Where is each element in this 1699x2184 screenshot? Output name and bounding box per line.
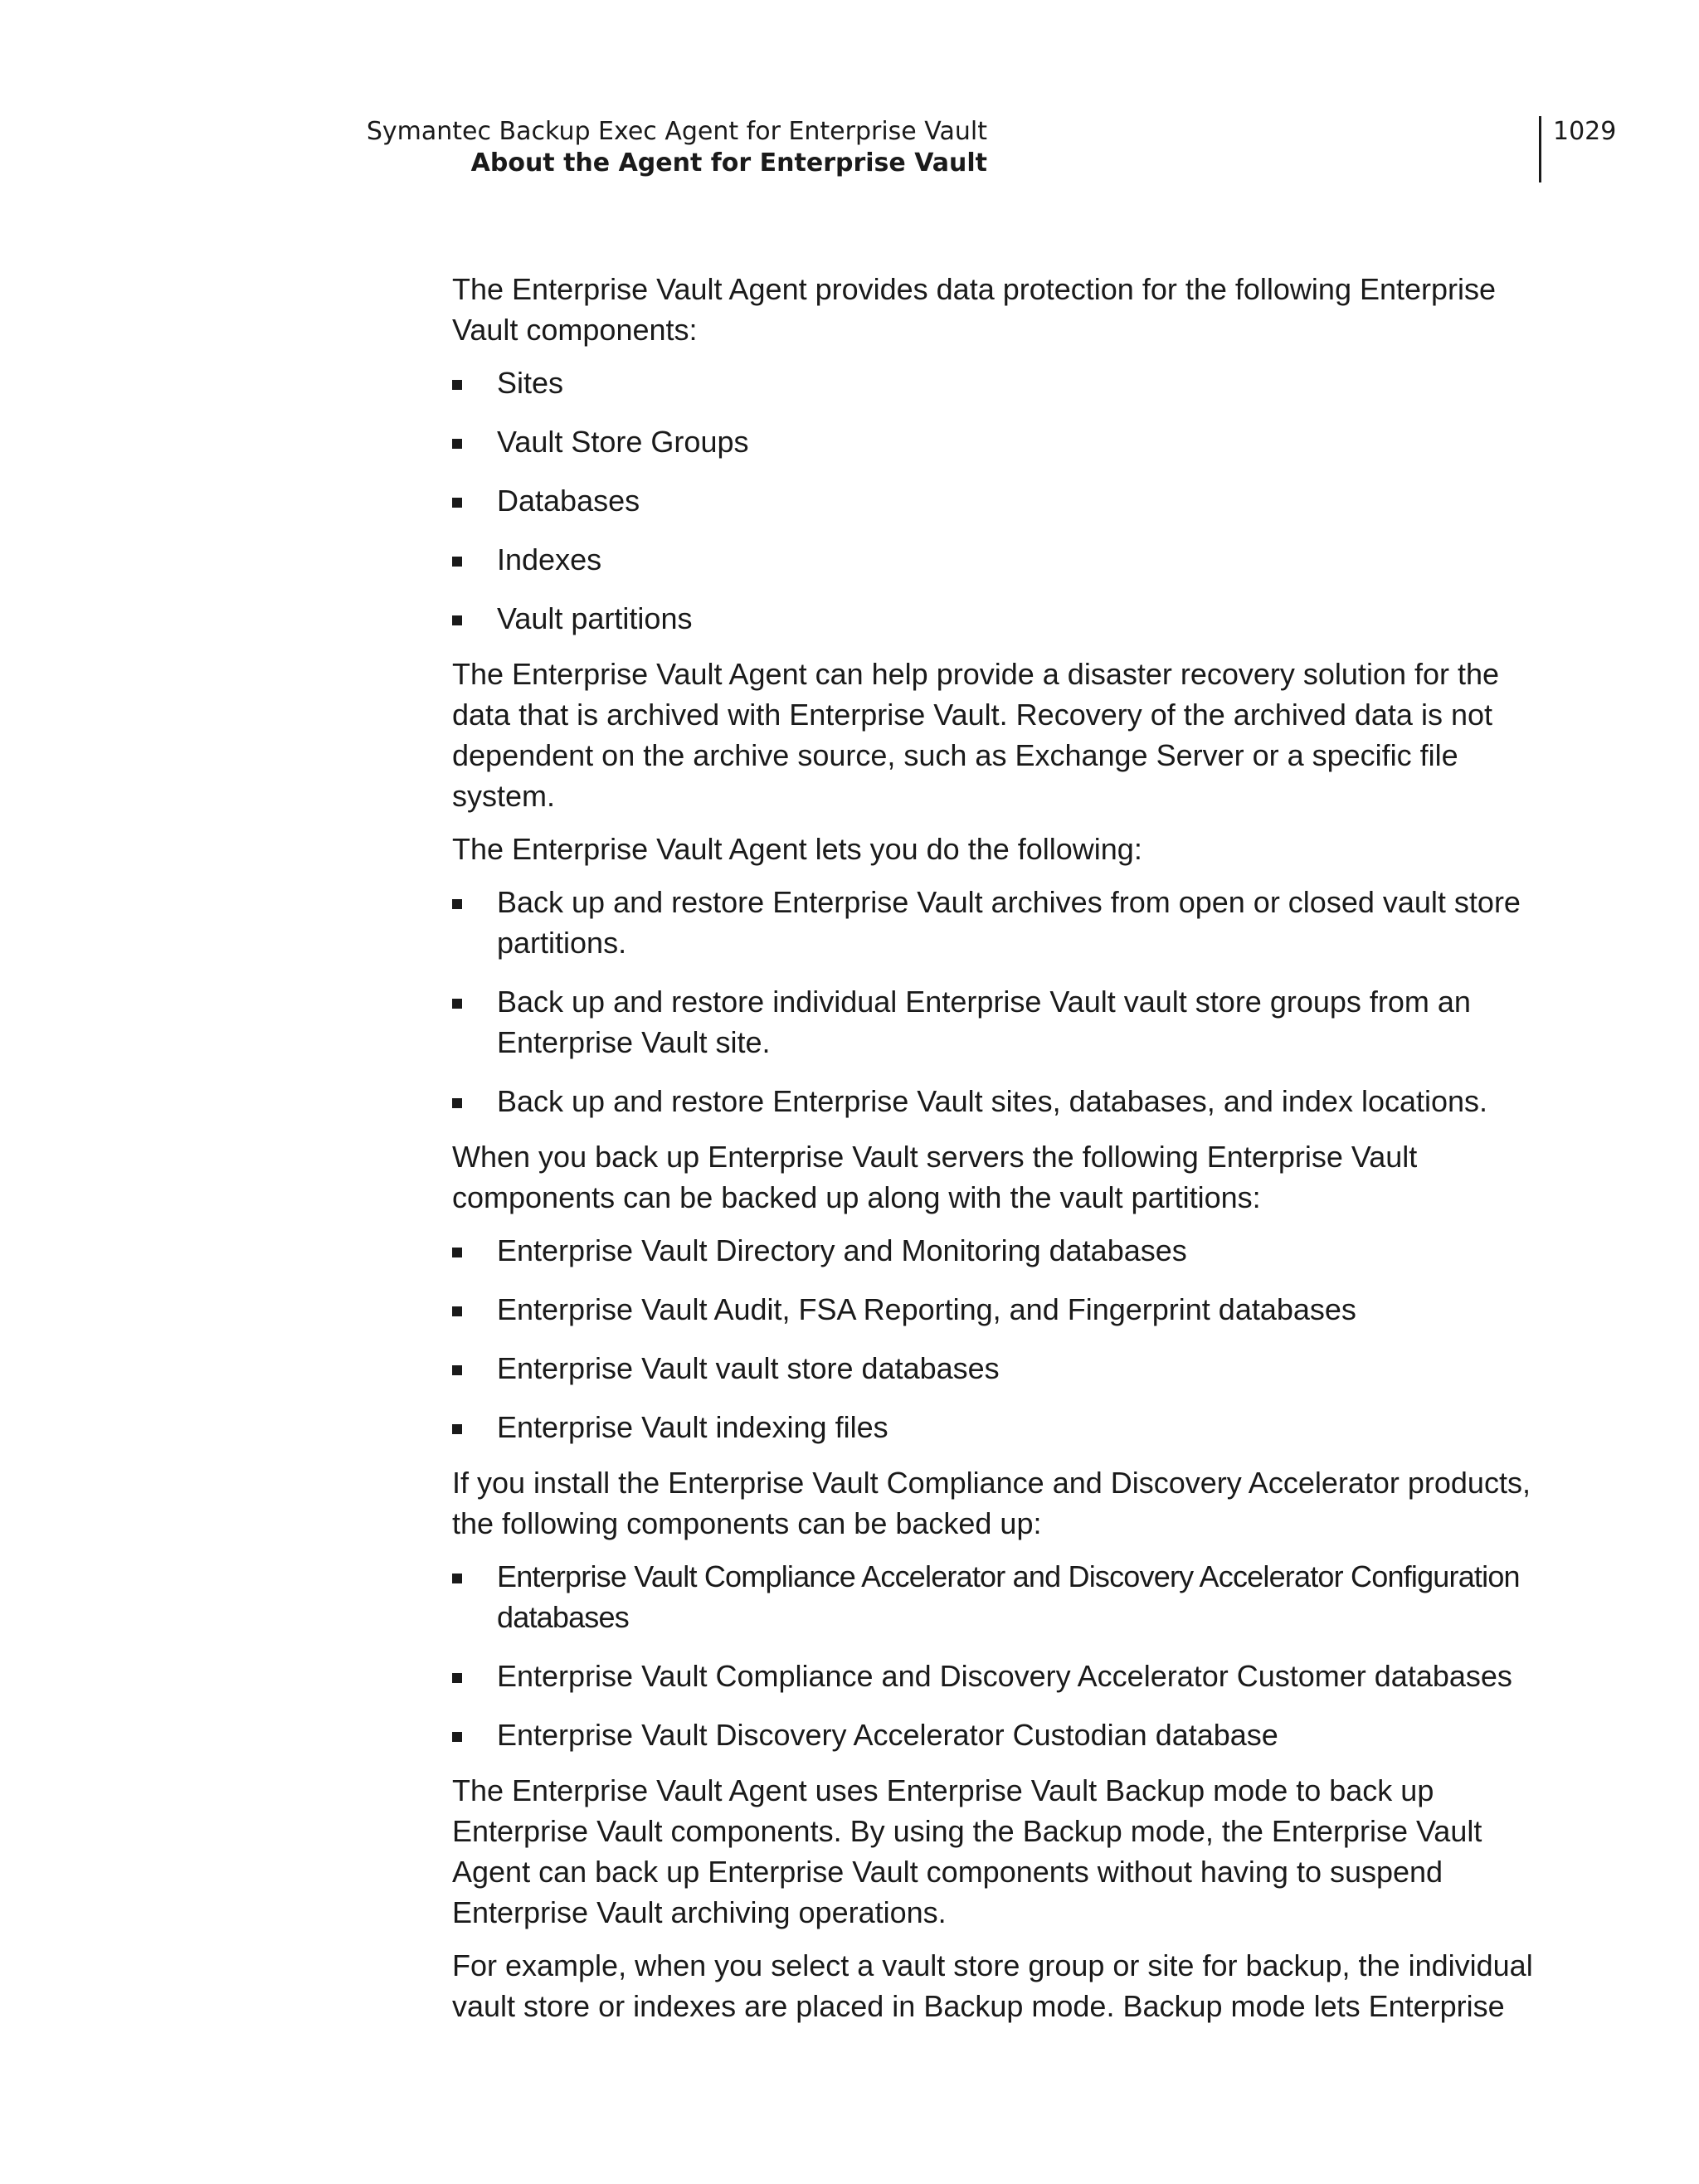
bullet-icon xyxy=(452,498,462,508)
list-item-text: Enterprise Vault Discovery Accelerator Custodian database xyxy=(497,1718,1278,1752)
bullet-icon xyxy=(452,615,462,625)
paragraph-intro: The Enterprise Vault Agent provides data protection for the following Enterprise Vault components: xyxy=(452,272,1497,347)
bullet-icon xyxy=(452,899,462,909)
body-content xyxy=(452,269,1547,2039)
list-item xyxy=(452,1230,1547,1271)
list-item-text: Enterprise Vault Audit, FSA Reporting, and Fingerprint databases xyxy=(497,1292,1356,1326)
list-item-text: Enterprise Vault indexing files xyxy=(497,1410,888,1444)
running-header xyxy=(367,116,987,179)
list-item xyxy=(452,421,1547,462)
header-divider xyxy=(1539,116,1541,182)
accelerator-components-list xyxy=(452,1556,1547,1755)
server-components-list xyxy=(452,1230,1547,1447)
list-item-text: Enterprise Vault Compliance Accelerator and Discovery Accelerator Configuration databases xyxy=(497,1559,1520,1634)
list-item-text: Sites xyxy=(497,366,564,400)
list-item xyxy=(452,1348,1547,1389)
list-item xyxy=(452,598,1547,639)
bullet-icon xyxy=(452,1673,462,1683)
paragraph-example: For example, when you select a vault store group or site for backup, the individual vault store or indexes are placed in Backup mode. Backup mode lets Enterprise xyxy=(452,1948,1533,2023)
list-item xyxy=(452,882,1547,963)
list-item-text: Vault Store Groups xyxy=(497,425,749,459)
capabilities-list xyxy=(452,882,1547,1121)
page-number: 1029 xyxy=(1553,117,1617,146)
bullet-icon xyxy=(452,1248,462,1257)
list-item xyxy=(452,1656,1547,1696)
bullet-icon xyxy=(452,380,462,390)
paragraph-backup-mode: The Enterprise Vault Agent uses Enterprise Vault Backup mode to back up Enterprise Vault components. By using the Backup mode, the Enterprise Vault Agent can back up Enterprise Vault components without having to suspend Enterprise Vault archiving operations. xyxy=(452,1773,1482,1929)
bullet-icon xyxy=(452,1424,462,1434)
list-item xyxy=(452,362,1547,403)
bullet-icon xyxy=(452,1732,462,1742)
section-title: About the Agent for Enterprise Vault xyxy=(470,148,987,178)
chapter-title: Symantec Backup Exec Agent for Enterprise Vault xyxy=(366,117,987,146)
list-item xyxy=(452,480,1547,521)
list-item-text: Back up and restore Enterprise Vault archives from open or closed vault store partitions. xyxy=(497,885,1521,960)
bullet-icon xyxy=(452,1098,462,1108)
paragraph-capabilities-intro: The Enterprise Vault Agent lets you do the following: xyxy=(452,832,1142,866)
list-item-text: Enterprise Vault Directory and Monitoring databases xyxy=(497,1233,1187,1267)
list-item xyxy=(452,1081,1547,1121)
list-item xyxy=(452,981,1547,1063)
bullet-icon xyxy=(452,1306,462,1316)
list-item xyxy=(452,1556,1547,1637)
list-item xyxy=(452,1715,1547,1755)
list-item-text: Vault partitions xyxy=(497,601,693,635)
bullet-icon xyxy=(452,557,462,567)
bullet-icon xyxy=(452,1574,462,1583)
list-item-text: Enterprise Vault Compliance and Discovery Accelerator Customer databases xyxy=(497,1659,1512,1693)
list-item-text: Back up and restore Enterprise Vault sites, databases, and index locations. xyxy=(497,1084,1488,1118)
paragraph-accelerator: If you install the Enterprise Vault Compliance and Discovery Accelerator products, the following components can be backed up: xyxy=(452,1466,1531,1540)
list-item-text: Back up and restore individual Enterprise Vault vault store groups from an Enterprise Vault site. xyxy=(497,985,1471,1059)
list-item xyxy=(452,1407,1547,1447)
bullet-icon xyxy=(452,439,462,449)
list-item-text: Indexes xyxy=(497,542,602,576)
list-item xyxy=(452,539,1547,580)
bullet-icon xyxy=(452,1365,462,1375)
paragraph-backup-servers: When you back up Enterprise Vault servers the following Enterprise Vault components can be backed up along with the vault partitions: xyxy=(452,1140,1418,1214)
list-item-text: Enterprise Vault vault store databases xyxy=(497,1351,1000,1385)
list-item-text: Databases xyxy=(497,484,640,518)
bullet-icon xyxy=(452,999,462,1009)
paragraph-disaster-recovery: The Enterprise Vault Agent can help provide a disaster recovery solution for the data that is archived with Enterprise Vault. Recovery of the archived data is not dependent on the archive source, such as Exchange Server or a specific file system. xyxy=(452,657,1500,813)
components-list xyxy=(452,362,1547,639)
list-item xyxy=(452,1289,1547,1330)
